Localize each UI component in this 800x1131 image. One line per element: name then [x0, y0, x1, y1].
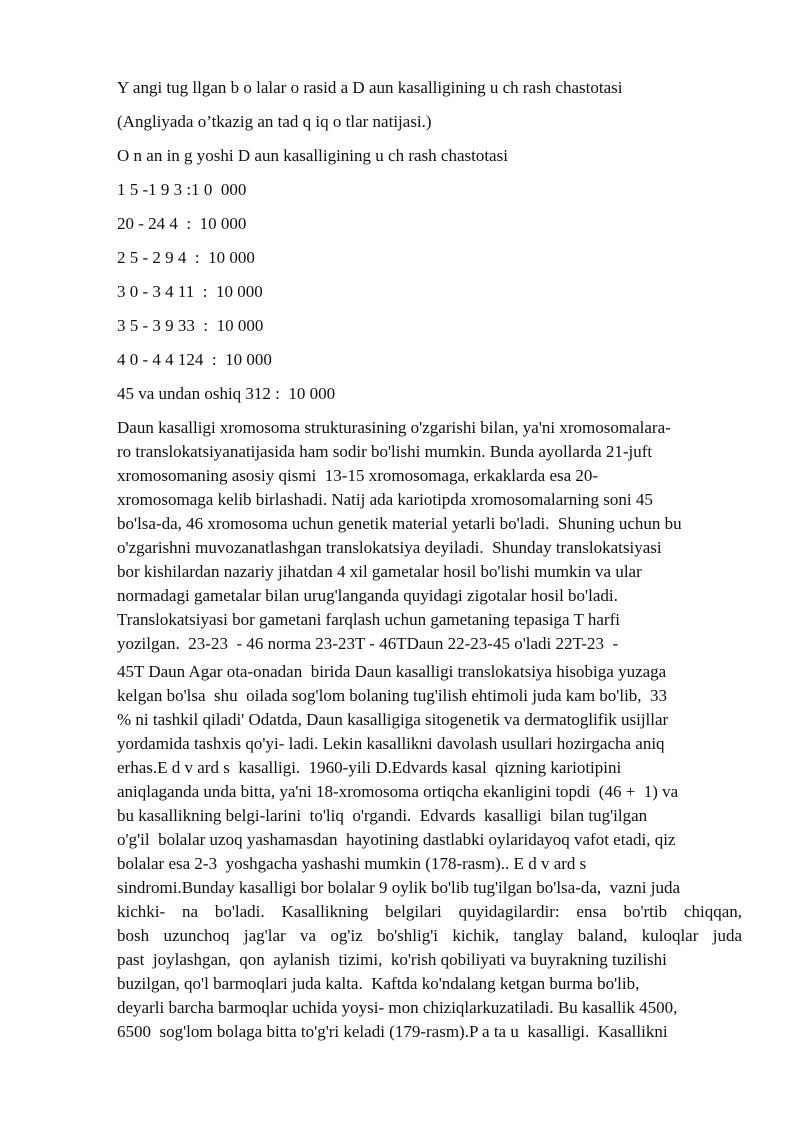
paragraph-edvards — [117, 660, 742, 1044]
paragraph-line: bosh uzunchoq jag'lar va og'iz bo'shlig'i kichik, tanglay baland, kuloqlar juda — [117, 926, 742, 945]
paragraph-line: o'zgarishni muvozanatlashgan translokatsiya deyiladi. Shunday translokatsiyasi — [117, 538, 662, 557]
paragraph-line: xromosomaning asosiy qismi 13-15 xromosomaga, erkaklarda esa 20- — [117, 466, 599, 485]
table-subtitle: (Angliyada o’tkazig an tad q iq o tlar natijasi.) — [117, 112, 432, 131]
paragraph-line: xromosomaga kelib birlashadi. Natij ada kariotipda xromosomalarning soni 45 — [117, 490, 653, 509]
frequency-row: 45 va undan oshiq 312 : 10 000 — [117, 384, 336, 403]
frequency-row: 1 5 -1 9 3 :1 0 000 — [117, 180, 247, 199]
frequency-row: 2 5 - 2 9 4 : 10 000 — [117, 248, 255, 267]
paragraph-line: bu kasallikning belgi-larini to'liq o'rgandi. Edvards kasalligi bilan tug'ilgan — [117, 806, 648, 825]
frequency-row: 4 0 - 4 4 124 : 10 000 — [117, 350, 272, 369]
paragraph-line: bor kishilardan nazariy jihatdan 4 xil gametalar hosil bo'lishi mumkin va ular — [117, 562, 642, 581]
paragraph-translocation — [117, 416, 742, 656]
paragraph-line: 6500 sog'lom bolaga bitta to'g'ri keladi (179-rasm).P a ta u kasalligi. Kasallikni — [117, 1022, 668, 1041]
paragraph-line: ro translokatsiyanatijasida ham sodir bo'lishi mumkin. Bunda ayollarda 21-juft — [117, 442, 653, 461]
frequency-row: 3 0 - 3 4 11 : 10 000 — [117, 282, 263, 301]
table-title: Y angi tug llgan b o lalar o rasid a D aun kasalligining u ch rash chastotasi — [117, 78, 623, 97]
paragraph-line: kichki- na bo'ladi. Kasallikning belgilari quyidagilardir: ensa bo'rtib chiqqan, — [117, 902, 742, 921]
paragraph-line: erhas.E d v ard s kasalligi. 1960-yili D.Edvards kasal qizning kariotipini — [117, 758, 622, 777]
frequency-row: 3 5 - 3 9 33 : 10 000 — [117, 316, 264, 335]
paragraph-line: yozilgan. 23-23 - 46 norma 23-23T - 46TDaun 22-23-45 o'ladi 22T-23 - — [117, 634, 619, 653]
paragraph-line: kelgan bo'lsa shu oilada sog'lom bolaning tug'ilish ehtimoli juda kam bo'lib, 33 — [117, 686, 668, 705]
paragraph-line: bolalar esa 2-3 yoshgacha yashashi mumkin (178-rasm).. E d v ard s — [117, 854, 587, 873]
paragraph-line: yordamida tashxis qo'yi- ladi. Lekin kasallikni davolash usullari hozirgacha aniq — [117, 734, 665, 753]
paragraph-line: deyarli barcha barmoqlar uchida yoysi- mon chiziqlarkuzatiladi. Bu kasallik 4500, — [117, 998, 678, 1017]
table-column-header: O n an in g yoshi D aun kasalligining u ch rash chastotasi — [117, 146, 508, 165]
paragraph-line: o'g'il bolalar uzoq yashamasdan hayotining dastlabki oylaridayoq vafot etadi, qiz — [117, 830, 676, 849]
paragraph-line: past joylashgan, qon aylanish tizimi, ko'rish qobiliyati va buyrakning tuzilishi — [117, 950, 667, 969]
paragraph-line: Daun kasalligi xromosoma strukturasining o'zgarishi bilan, ya'ni xromosomalara- — [117, 418, 671, 437]
frequency-row: 20 - 24 4 : 10 000 — [117, 214, 247, 233]
paragraph-line: sindromi.Bunday kasalligi bor bolalar 9 oylik bo'lib tug'ilgan bo'lsa-da, vazni juda — [117, 878, 681, 897]
paragraph-line: normadagi gametalar bilan urug'langanda quyidagi zigotalar hosil bo'ladi. — [117, 586, 618, 605]
paragraph-line: 45T Daun Agar ota-onadan birida Daun kasalligi translokatsiya hisobiga yuzaga — [117, 662, 667, 681]
paragraph-line: buzilgan, qo'l barmoqlari juda kalta. Kaftda ko'ndalang ketgan burma bo'lib, — [117, 974, 640, 993]
paragraph-line: aniqlaganda unda bitta, ya'ni 18-xromosoma ortiqcha ekanligini topdi (46 + 1) va — [117, 782, 679, 801]
paragraph-line: bo'lsa-da, 46 xromosoma uchun genetik material yetarli bo'ladi. Shuning uchun bu — [117, 514, 682, 533]
paragraph-line: % ni tashkil qiladi' Odatda, Daun kasalligiga sitogenetik va dermatoglifik usijllar — [117, 710, 669, 729]
paragraph-line: Translokatsiyasi bor gametani farqlash uchun gametaning tepasiga T harfi — [117, 610, 620, 629]
